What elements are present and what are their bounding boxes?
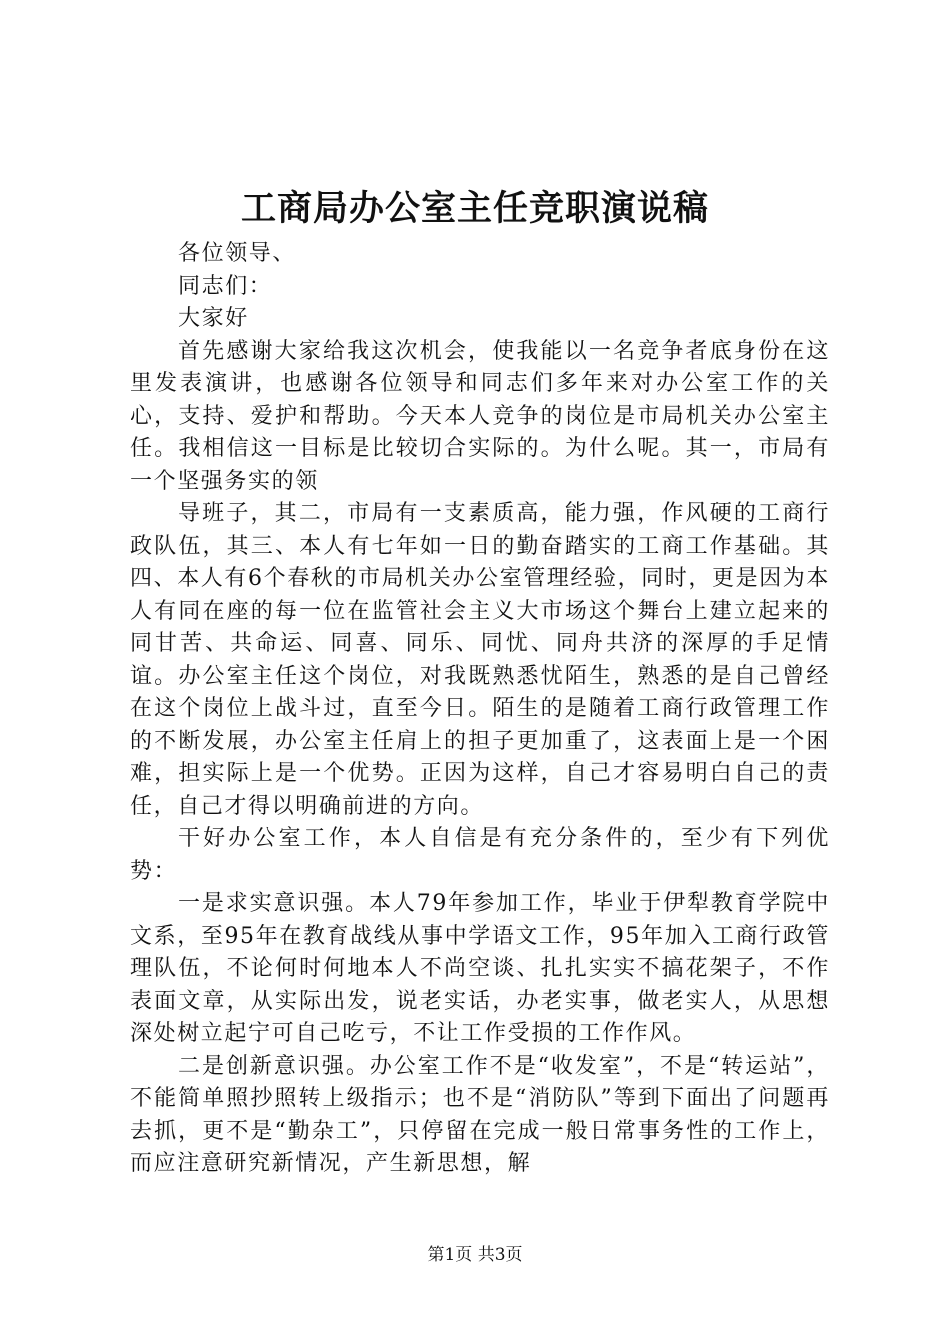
salutation-comrades: 同志们： (178, 273, 273, 299)
salutation-leaders: 各位领导、 (178, 241, 297, 266)
document-body (130, 238, 830, 1181)
greeting: 大家好 (178, 306, 249, 331)
page-footer: 第1页 共3页 (427, 1245, 523, 1265)
paragraph-qualifications: 导班子，其二，市局有一支素质高，能力强，作风硬的工商行政队伍，其三、本人有七年如一日的勤奋踏实的工商工作基础。其四、本人有6个春秋的市局机关办公室管理经验，同时，更是因为本人有同在座的每一位在监管社会主义大市场这个舞台上建立起来的同甘苦、共命运、同喜、同乐、同忧、同舟共济的深厚的手足情谊。办公室主任这个岗位，对我既熟悉忧陌生，熟悉的是自己曾经在这个岗位上战斗过，直至今日。陌生的是随着工商行政管理工作的不断发展，办公室主任肩上的担子更加重了，这表面上是一个困难，担实际上是一个优势。正因为这样，自己才容易明白自己的责任，自己才得以明确前进的方向。 (130, 501, 830, 819)
paragraph-advantage-two: 二是创新意识强。办公室工作不是“收发室”，不是“转运站”，不能简单照抄照转上级指示；也不是“消防队”等到下面出了问题再去抓，更不是“勤杂工”，只停留在完成一般日常事务性的工作上，而应注意研究新情况，产生新思想，解 (130, 1053, 830, 1176)
paragraph-advantage-one: 一是求实意识强。本人79年参加工作，毕业于伊犁教育学院中文系，至95年在教育战线从事中学语文工作，95年加入工商行政管理队伍，不论何时何地本人不尚空谈、扎扎实实不搞花架子，不作表面文章，从实际出发，说老实话，办老实事，做老实人，从思想深处树立起宁可自己吃亏，不让工作受损的工作作风。 (130, 891, 830, 1046)
paragraph-advantages-intro: 干好办公室工作，本人自信是有充分条件的，至少有下列优势： (130, 826, 830, 884)
document-title: 工商局办公室主任竞职演说稿 (240, 188, 709, 229)
paragraph-opening: 首先感谢大家给我这次机会，使我能以一名竞争者底身份在这里发表演讲，也感谢各位领导和同志们多年来对办公室工作的关心，支持、爱护和帮助。今天本人竞争的岗位是市局机关办公室主任。我相信这一目标是比较切合实际的。为什么呢。其一，市局有一个坚强务实的领 (130, 338, 830, 494)
